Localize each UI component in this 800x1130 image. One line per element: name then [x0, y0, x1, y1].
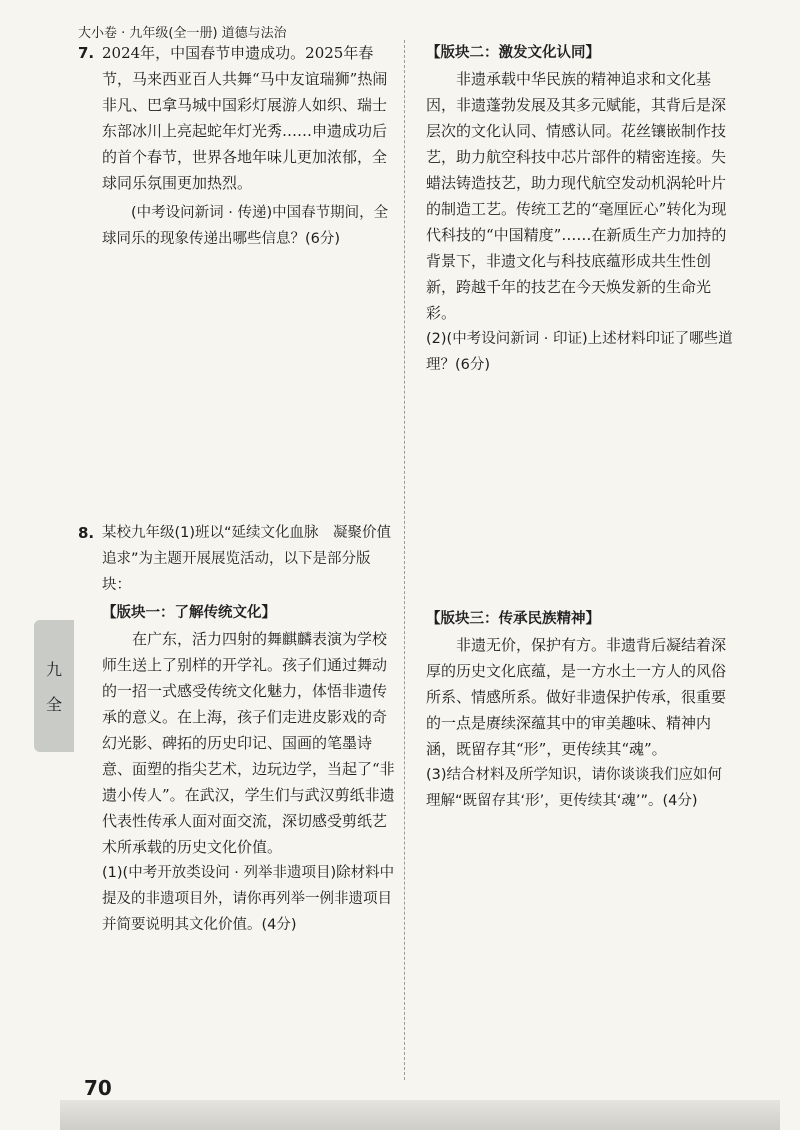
- block1-title: 【版块一：了解传统文化】: [102, 605, 276, 621]
- block2: [426, 40, 736, 378]
- block1-text: 在广东，活力四射的舞麒麟表演为学校师生送上了别样的开学礼。孩子们通过舞动的一招一式感受传统文化魅力，体悟非遗传承的意义。在上海，孩子们走进皮影戏的奇幻光影、碑拓的历史印记、国画的笔墨诗意、面塑的指尖艺术，边玩边学，当起了“非遗小传人”。在武汉，学生们与武汉剪纸非遗代表性传承人面对面交流，深切感受剪纸艺术所承载的历史文化价值。: [102, 630, 395, 856]
- question-8: [80, 520, 398, 938]
- question-8-intro: 某校九年级(1)班以“延续文化血脉 凝聚价值追求”为主题开展展览活动，以下是部分版块：: [102, 525, 392, 593]
- block3-title: 【版块三：传承民族精神】: [426, 611, 600, 627]
- question-7-prompt: (中考设问新词 · 传递)中国春节期间，全球同乐的现象传递出哪些信息？(6分): [102, 205, 389, 247]
- block3-question: (3)结合材料及所学知识，请你谈谈我们应如何理解“既留存其‘形’，更传续其‘魂’”。(4分): [426, 767, 723, 809]
- page-number: 70: [84, 1076, 112, 1100]
- side-tab-line2: 全: [45, 695, 62, 714]
- question-7-material: 2024年，中国春节申遗成功。2025年春节，马来西亚百人共舞“马中友谊瑞狮”热闹非凡、巴拿马城中国彩灯展游人如织、瑞士东部冰川上亮起蛇年灯光秀……申遗成功后的首个春节，世界各地年味儿更加浓郁，全球同乐氛围更加热烈。: [102, 44, 388, 192]
- page-header: 大小卷 · 九年级(全一册) 道德与法治: [78, 26, 287, 41]
- side-tab: [34, 620, 74, 752]
- block1-question: (1)(中考开放类设问 · 列举非遗项目)除材料中提及的非遗项目外，请你再列举一例非遗项目并简要说明其文化价值。(4分): [102, 865, 395, 933]
- bottom-edge-strip: [60, 1100, 780, 1130]
- question-7-number: 7.: [78, 44, 95, 62]
- block2-text: 非遗承载中华民族的精神追求和文化基因，非遗蓬勃发展及其多元赋能，其背后是深层次的文化认同、情感认同。花丝镶嵌制作技艺，助力航空科技中芯片部件的精密连接。失蜡法铸造技艺，助力现代航空发动机涡轮叶片的制造工艺。传统工艺的“毫厘匠心”转化为现代科技的“中国精度”……在新质生产力加持的背景下，非遗文化与科技底蕴形成共生性创新，跨越千年的技艺在今天焕发新的生命光彩。: [426, 70, 727, 322]
- side-tab-line1: 九: [45, 660, 62, 679]
- question-8-number: 8.: [78, 524, 95, 542]
- block3-text: 非遗无价，保护有方。非遗背后凝结着深厚的历史文化底蕴，是一方水土一方人的风俗所系、情感所系。做好非遗保护传承，很重要的一点是赓续深蕴其中的审美趣味、精神内涵，既留存其“形”，更传续其“魂”。: [426, 636, 727, 758]
- block2-title: 【版块二：激发文化认同】: [426, 45, 600, 61]
- question-7: [80, 40, 398, 252]
- block3: [426, 606, 736, 814]
- column-divider: [404, 40, 405, 1080]
- block2-question: (2)(中考设问新词 · 印证)上述材料印证了哪些道理？(6分): [426, 331, 733, 373]
